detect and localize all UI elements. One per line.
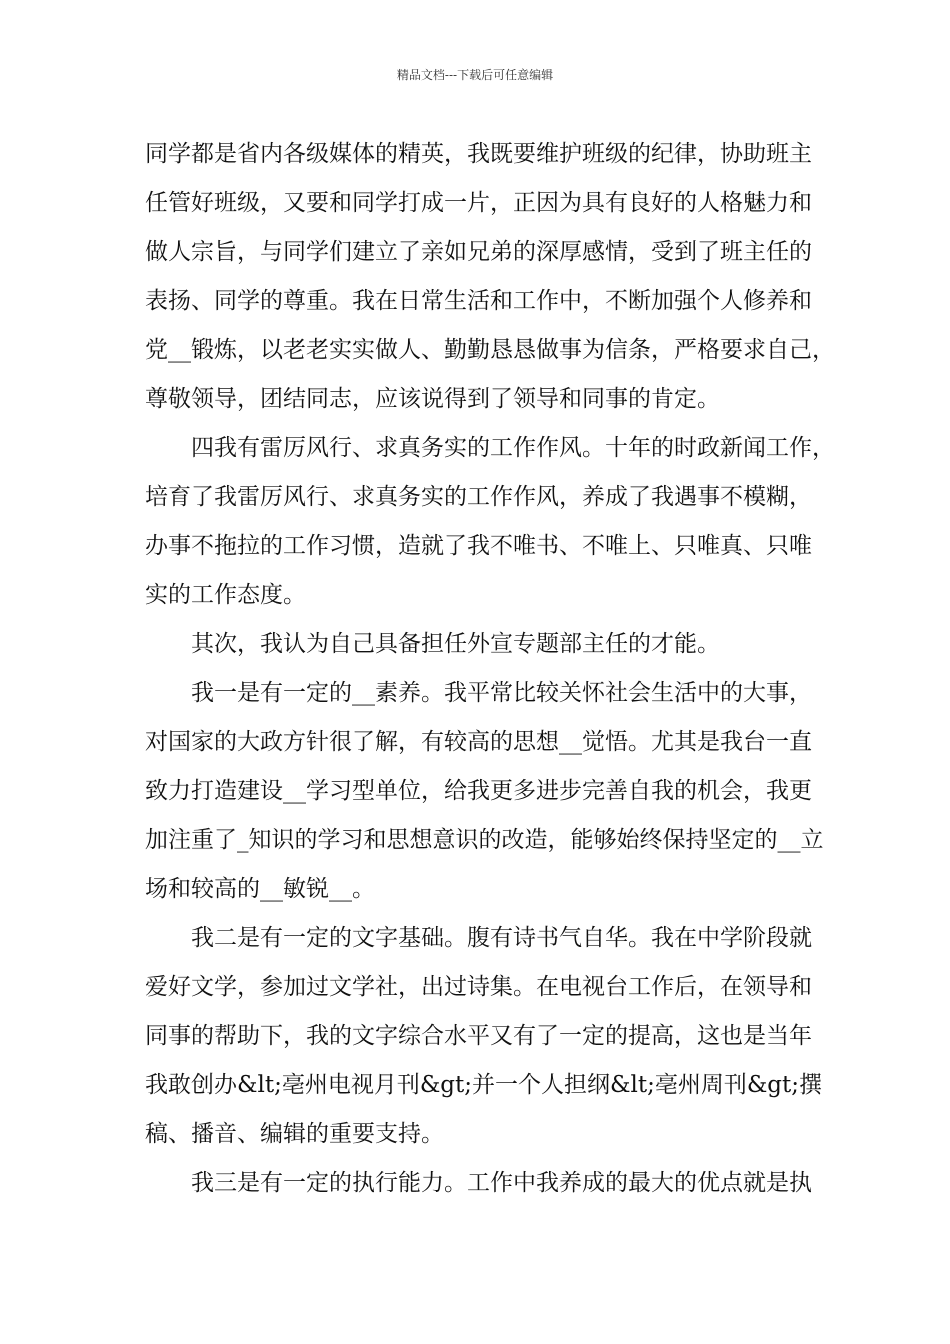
text-line: 场和较高的__敏锐__。 <box>145 876 375 902</box>
page-header: 精品文档---下载后可任意编辑 <box>396 68 554 82</box>
text-line: 做人宗旨，与同学们建立了亲如兄弟的深厚感情，受到了班主任的 <box>145 239 812 265</box>
body-text <box>145 130 835 1208</box>
text-line: 党__锻炼，以老老实实做人、勤勤恳恳做事为信条，严格要求自己， <box>145 337 835 363</box>
text-line: 加注重了_知识的学习和思想意识的改造，能够始终保持坚定的__立 <box>145 827 824 853</box>
text-line: 同学都是省内各级媒体的精英，我既要维护班级的纪律，协助班主 <box>145 141 812 167</box>
text-line: 实的工作态度。 <box>145 582 306 608</box>
text-line: 对国家的大政方针很了解，有较高的思想__觉悟。尤其是我台一直 <box>145 729 812 755</box>
text-line: 稿、播音、编辑的重要支持。 <box>145 1121 444 1147</box>
text-line: 任管好班级，又要和同学打成一片，正因为具有良好的人格魅力和 <box>145 190 812 216</box>
text-line: 培育了我雷厉风行、求真务实的工作作风，养成了我遇事不模糊， <box>145 484 812 510</box>
text-line: 办事不拖拉的工作习惯，造就了我不唯书、不唯上、只唯真、只唯 <box>145 533 812 559</box>
paragraph-start-line: 其次，我认为自己具备担任外宣专题部主任的才能。 <box>191 631 720 657</box>
text-line: 同事的帮助下，我的文字综合水平又有了一定的提高，这也是当年 <box>145 1023 812 1049</box>
paragraph-start-line: 我三是有一定的执行能力。工作中我养成的最大的优点就是执 <box>191 1170 812 1196</box>
text-line: 爱好文学，参加过文学社，出过诗集。在电视台工作后，在领导和 <box>145 974 812 1000</box>
text-line: 我敢创办&lt;亳州电视月刊&gt;并一个人担纲&lt;亳州周刊&gt;撰 <box>145 1072 823 1098</box>
paragraph-start-line: 我一是有一定的__素养。我平常比较关怀社会生活中的大事， <box>191 680 812 706</box>
text-line: 表扬、同学的尊重。我在日常生活和工作中，不断加强个人修养和 <box>145 288 812 314</box>
paragraph-start-line: 我二是有一定的文字基础。腹有诗书气自华。我在中学阶段就 <box>191 925 812 951</box>
paragraph-start-line: 四我有雷厉风行、求真务实的工作作风。十年的时政新闻工作， <box>191 435 835 461</box>
text-line: 尊敬领导，团结同志，应该说得到了领导和同事的肯定。 <box>145 386 720 412</box>
text-line: 致力打造建设__学习型单位，给我更多进步完善自我的机会，我更 <box>145 778 812 804</box>
